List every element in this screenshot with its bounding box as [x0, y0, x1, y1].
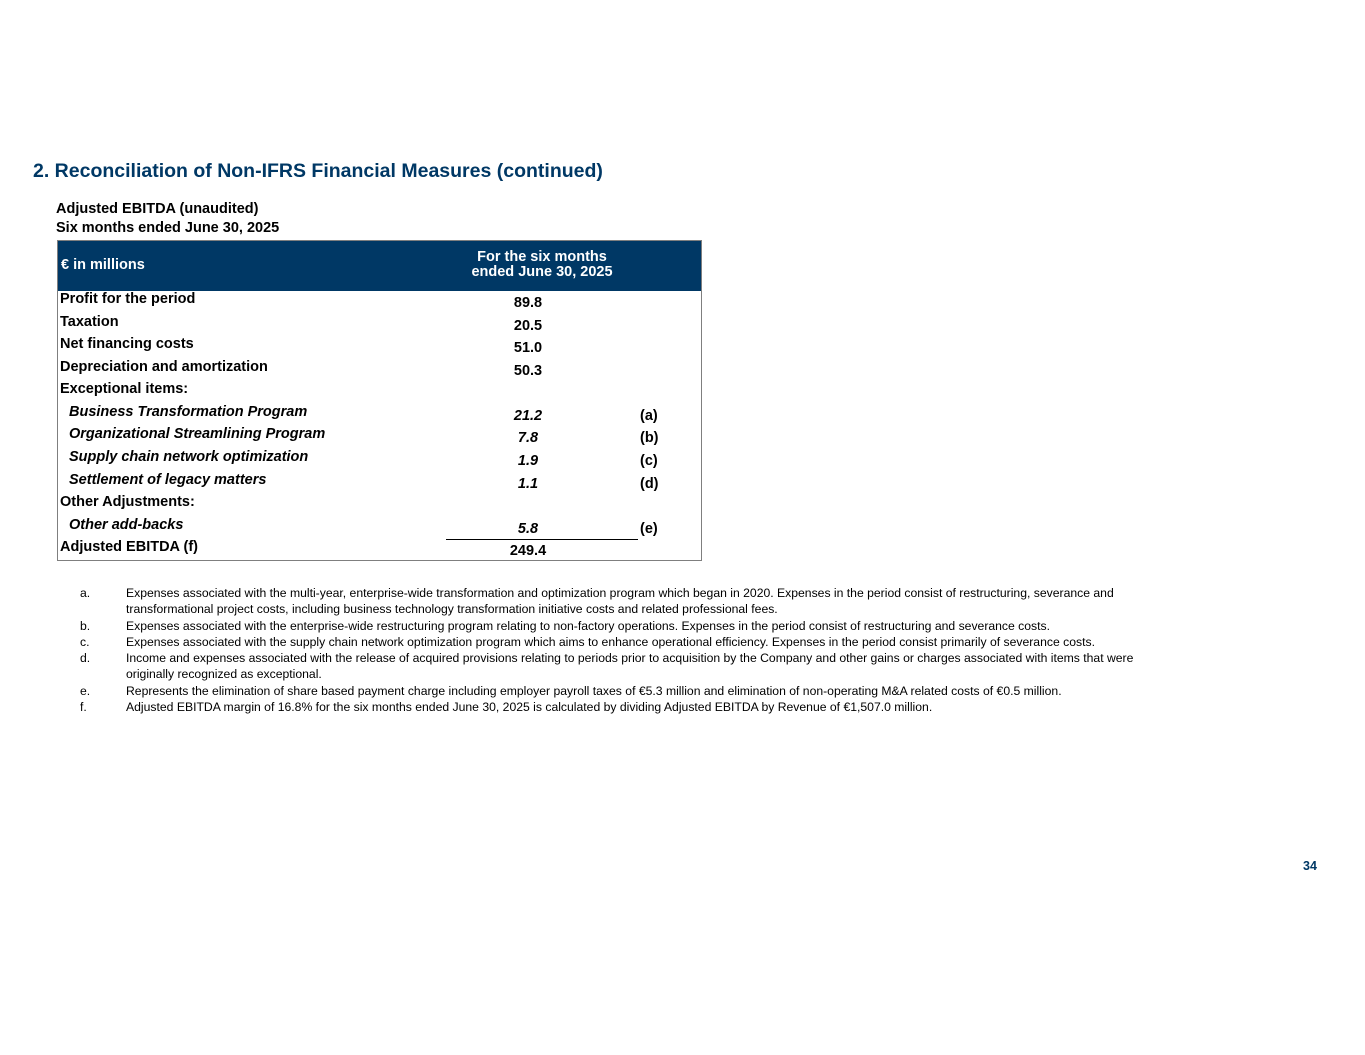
table-row-business-transformation [58, 404, 701, 426]
table-row-adjusted-ebitda-total [58, 539, 701, 561]
row-value: 21.2 [513, 408, 543, 424]
footnote-text: Income and expenses associated with the release of acquired provisions relating to periods prior to acquisition by the Company and other gains or charges associated with items that were originally recognized as exceptional. [126, 651, 1134, 682]
footnote-d [80, 650, 1150, 683]
row-note: (d) [640, 476, 659, 492]
table-header [58, 241, 701, 291]
row-value: 249.4 [509, 543, 547, 559]
row-label: Depreciation and amortization [60, 359, 268, 375]
row-label: Supply chain network optimization [69, 449, 309, 465]
row-value: 1.1 [517, 476, 539, 492]
row-label: Taxation [60, 314, 119, 330]
footnote-letter: c. [80, 634, 90, 649]
footnote-e [80, 683, 1150, 699]
row-label: Adjusted EBITDA (f) [60, 539, 199, 555]
row-value: 7.8 [517, 430, 539, 446]
header-period-line2: ended June 30, 2025 [471, 264, 613, 280]
row-note: (c) [640, 453, 658, 469]
footnote-letter: f. [80, 700, 87, 715]
row-note: (e) [640, 521, 658, 537]
row-label: Business Transformation Program [69, 404, 308, 420]
row-label: Other Adjustments: [60, 494, 195, 510]
page-title: 2. Reconciliation of Non-IFRS Financial Measures (continued) [33, 160, 603, 182]
row-label: Other add-backs [69, 517, 184, 533]
table-row-other-add-backs [58, 517, 701, 539]
footnote-text: Expenses associated with the enterprise-wide restructuring program relating to non-factory operations. Expenses in the period consist of restructuring and severance costs. [126, 618, 1051, 633]
table-row-exceptional-heading [58, 381, 701, 403]
table-row-legacy-settlement [58, 472, 701, 494]
row-value: 50.3 [513, 363, 543, 379]
row-value: 20.5 [513, 318, 543, 334]
row-note: (a) [640, 408, 658, 424]
row-value: 5.8 [517, 521, 539, 537]
footnote-f [80, 699, 1150, 715]
table-row-organizational-streamlining [58, 426, 701, 448]
footnote-c [80, 634, 1150, 650]
row-value: 89.8 [513, 295, 543, 311]
row-label: Exceptional items: [60, 381, 189, 397]
footnote-letter: e. [80, 683, 91, 698]
table-period: Six months ended June 30, 2025 [56, 220, 280, 236]
footnote-a [80, 585, 1150, 618]
row-note: (b) [640, 430, 659, 446]
row-value: 1.9 [517, 453, 539, 469]
row-value: 51.0 [513, 340, 543, 356]
table-row-depreciation [58, 359, 701, 381]
table-row-supply-chain [58, 449, 701, 471]
footnote-text: Expenses associated with the multi-year, enterprise-wide transformation and optimization program which began in 2020. Expenses in the period consist of restructuring, severance and transformational project costs, including business technology transformation initiative costs and related professional fees. [126, 586, 1114, 617]
footnote-letter: b. [80, 618, 91, 633]
table-row-taxation [58, 314, 701, 336]
footnotes [80, 585, 1150, 715]
table-row-net-financing [58, 336, 701, 358]
footnote-letter: d. [80, 651, 91, 666]
row-label: Settlement of legacy matters [69, 472, 267, 488]
header-period-line1: For the six months [477, 249, 607, 265]
adjusted-ebitda-table [57, 240, 702, 561]
row-label: Organizational Streamlining Program [69, 426, 326, 442]
footnote-text: Adjusted EBITDA margin of 16.8% for the six months ended June 30, 2025 is calculated by dividing Adjusted EBITDA by Revenue of €1,507.0 million. [126, 700, 933, 715]
footnote-text: Represents the elimination of share based payment charge including employer payroll taxes of €5.3 million and elimination of non-operating M&A related costs of €0.5 million. [126, 683, 1062, 698]
footnote-letter: a. [80, 586, 91, 600]
page-number: 34 [1303, 859, 1317, 873]
row-label: Net financing costs [60, 336, 194, 352]
table-subtitle: Adjusted EBITDA (unaudited) [56, 201, 259, 217]
row-label: Profit for the period [60, 291, 196, 307]
header-period-label [447, 250, 637, 280]
table-row-profit [58, 291, 701, 313]
footnote-b [80, 618, 1150, 634]
footnote-text: Expenses associated with the supply chain network optimization program which aims to enhance operational efficiency. Expenses in the period consist primarily of severance costs. [126, 634, 1095, 649]
table-row-other-adjustments-heading [58, 494, 701, 516]
header-unit-label: € in millions [61, 257, 145, 273]
